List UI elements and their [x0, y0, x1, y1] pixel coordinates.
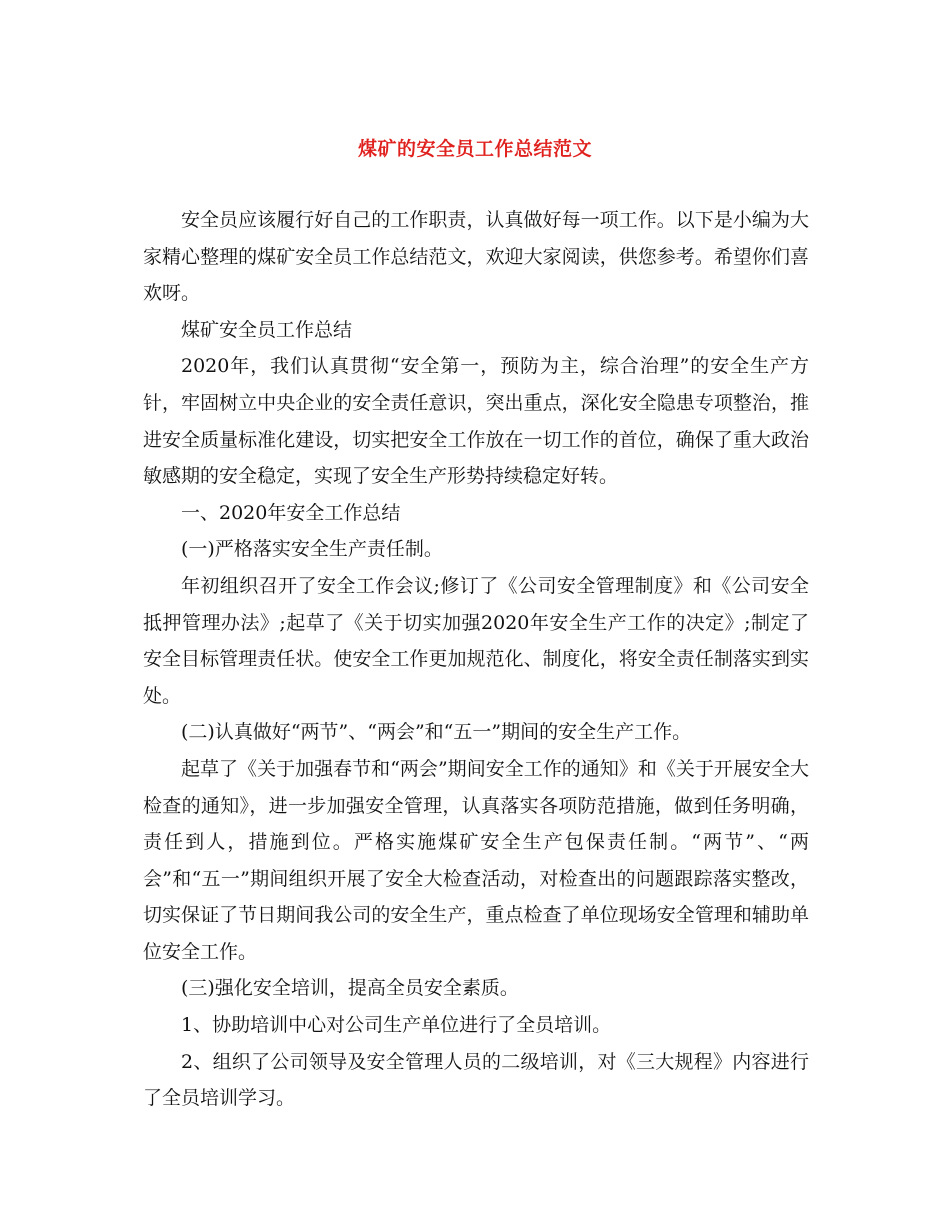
- list-item: 2、组织了公司领导及安全管理人员的二级培训，对《三大规程》内容进行了全员培训学习。: [143, 1050, 809, 1110]
- section-heading: 煤矿安全员工作总结: [181, 318, 353, 341]
- subsection-heading: (三)强化安全培训，提高全员安全素质。: [181, 977, 519, 1000]
- list-item: 1、协助培训中心对公司生产单位进行了全员培训。: [181, 1014, 612, 1037]
- subsection-heading: (二)认真做好“两节”、“两会”和“五一”期间的安全生产工作。: [181, 721, 692, 744]
- body-paragraph: 年初组织召开了安全工作会议;修订了《公司安全管理制度》和《公司安全抵押管理办法》;起草了《关于切实加强2020年安全生产工作的决定》;制定了安全目标管理责任状。使安全工作更加规范化、制度化，将安全责任制落实到实处。: [143, 574, 809, 707]
- intro-paragraph: 安全员应该履行好自己的工作职责，认真做好每一项工作。以下是小编为大家精心整理的煤矿安全员工作总结范文，欢迎大家阅读，供您参考。希望你们喜欢呀。: [143, 209, 809, 305]
- body-paragraph: 2020年，我们认真贯彻“安全第一，预防为主，综合治理”的安全生产方针，牢固树立中央企业的安全责任意识，突出重点，深化安全隐患专项整治，推进安全质量标准化建设，切实把安全工作放在一切工作的首位，确保了重大政治敏感期的安全稳定，实现了安全生产形势持续稳定好转。: [143, 355, 809, 488]
- section-heading: 一、2020年安全工作总结: [181, 501, 401, 524]
- subsection-heading: (一)严格落实安全生产责任制。: [181, 538, 443, 561]
- body-paragraph: 起草了《关于加强春节和“两会”期间安全工作的通知》和《关于开展安全大检查的通知》，进一步加强安全管理，认真落实各项防范措施，做到任务明确，责任到人，措施到位。严格实施煤矿安全生产包保责任制。“两节”、“两会”和“五一”期间组织开展了安全大检查活动，对检查出的问题跟踪落实整改，切实保证了节日期间我公司的安全生产，重点检查了单位现场安全管理和辅助单位安全工作。: [143, 757, 809, 963]
- document-title: 煤矿的安全员工作总结范文: [357, 138, 592, 160]
- document-body: [143, 202, 809, 1117]
